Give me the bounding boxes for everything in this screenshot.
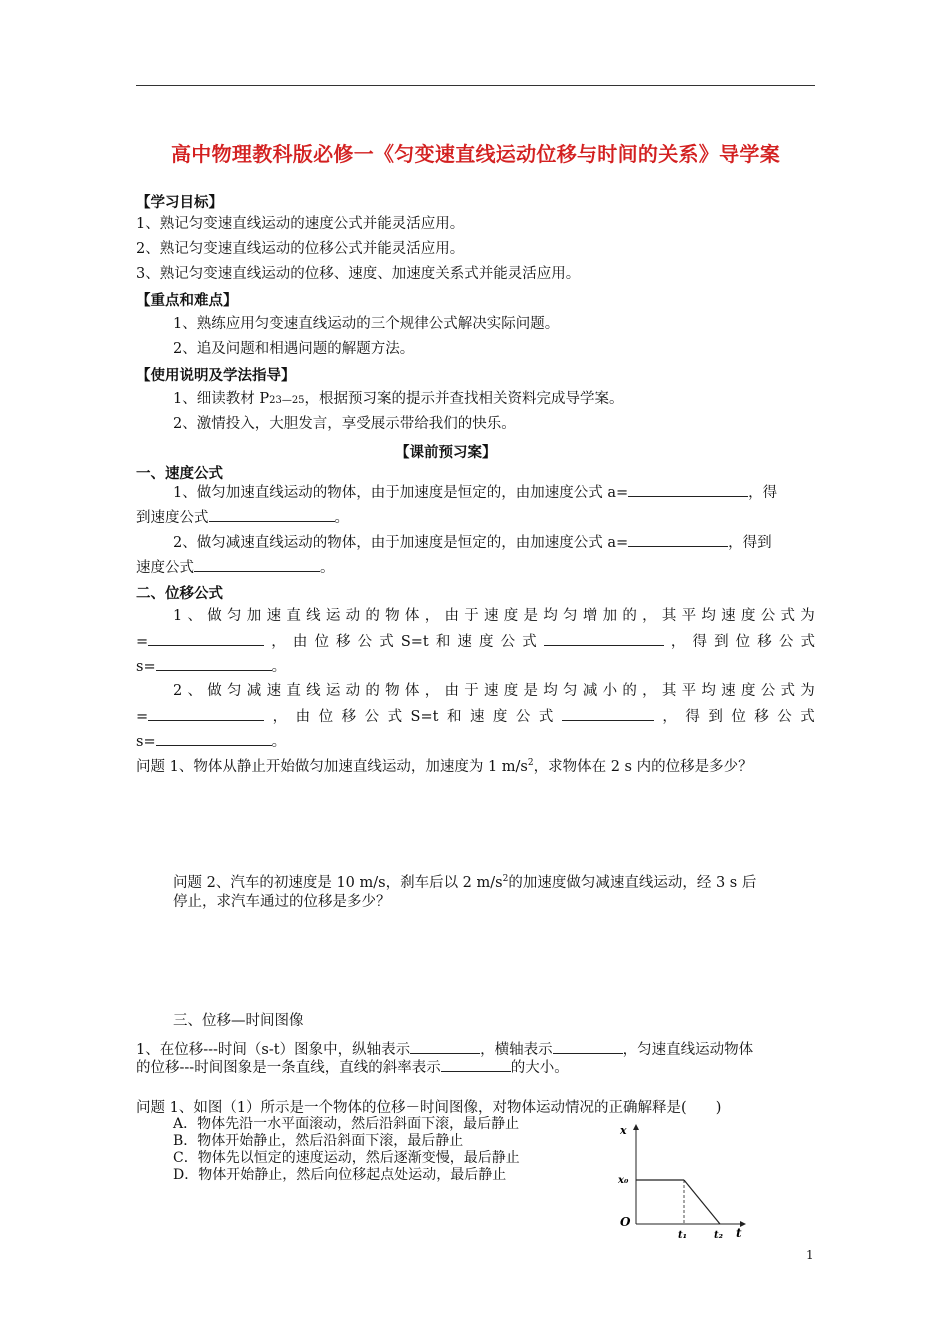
char: 由	[444, 608, 459, 624]
question-graph-stem: 问题 1、如图（1）所示是一个物体的位移－时间图像，对物体运动情况的正确解释是( )	[136, 1100, 722, 1116]
keypoint-item: 1、熟练应用匀变速直线运动的三个规律公式解决实际问题。	[173, 316, 560, 332]
char: 式	[800, 709, 815, 725]
char: 2	[173, 683, 183, 699]
char: 由	[292, 634, 308, 650]
char: 其	[661, 683, 677, 699]
char: 由	[295, 709, 311, 725]
char: 速	[457, 634, 472, 650]
char: 移	[341, 709, 357, 725]
char: ，	[662, 709, 677, 725]
section1-p1-line2	[136, 507, 349, 528]
char: 位	[735, 634, 751, 650]
text: 。	[271, 734, 287, 750]
keypoint-item: 2、追及问题和相遇问题的解题方法。	[173, 341, 415, 357]
char: 速	[483, 608, 499, 624]
answer-blank[interactable]	[544, 631, 664, 646]
answer-blank[interactable]	[562, 706, 654, 721]
text: 问题 2、汽车的初速度是 10 m/s，刹车后以 2 m/s	[173, 875, 503, 891]
char: 速	[266, 608, 282, 624]
char: 和	[435, 634, 451, 650]
answer-blank[interactable]	[441, 1057, 511, 1072]
char: 到	[714, 634, 729, 650]
text: 的位移---时间图象是一条直线，直线的斜率表示	[136, 1060, 441, 1076]
usage-page-range: 23—25	[269, 395, 305, 406]
char: 加	[602, 608, 618, 624]
option-d[interactable]: D．物体开始静止，然后向位移起点处运动，最后静止	[173, 1167, 507, 1183]
char: 度	[492, 709, 508, 725]
text: ，匀速直线运动物体	[622, 1042, 754, 1058]
char: 于	[464, 683, 479, 699]
usage-item1-post: ，根据预习案的提示并查找相关资料完成导学案。	[304, 391, 624, 407]
question-1	[136, 757, 753, 777]
char: ，	[272, 709, 288, 725]
char: 直	[286, 683, 301, 699]
char: 是	[523, 683, 539, 699]
answer-blank[interactable]	[410, 1039, 480, 1054]
header-rule	[136, 85, 815, 86]
text: =	[136, 709, 149, 725]
char: 公	[500, 634, 516, 650]
char: 加	[246, 608, 262, 624]
answer-blank[interactable]	[194, 557, 320, 572]
x0-label: x₀	[618, 1175, 629, 1186]
char: 速	[721, 683, 736, 699]
question-2-line2: 停止，求汽车通过的位移是多少？	[173, 894, 391, 910]
char: 直	[286, 608, 301, 624]
x-axis-label: t	[736, 1226, 742, 1240]
section2-p2-line1	[173, 681, 815, 701]
char: 为	[800, 608, 815, 624]
char: 式	[387, 709, 403, 725]
text: 的加速度做匀减速直线运动，经 3 s 后	[508, 875, 757, 891]
char: 度	[740, 608, 756, 624]
page-number: 1	[806, 1248, 814, 1262]
graph-sloped-segment	[684, 1180, 720, 1224]
superscript: 2	[527, 758, 534, 769]
char: 度	[740, 683, 756, 699]
question-2-line1	[173, 873, 756, 893]
char: 式	[780, 608, 795, 624]
char: 度	[503, 608, 519, 624]
section2-p1-line3	[136, 656, 286, 677]
text: 到速度公式	[136, 510, 209, 526]
char: 匀	[227, 683, 242, 699]
char: 减	[582, 683, 598, 699]
text: 1、做匀加速直线运动的物体，由于加速度是恒定的，由加速度公式 a=	[173, 485, 629, 501]
char: 其	[661, 608, 677, 624]
t1-label: t₁	[678, 1230, 687, 1240]
answer-blank[interactable]	[156, 656, 272, 671]
char: 、	[187, 608, 202, 624]
goals-heading: 【学习目标】	[136, 195, 223, 211]
char: 均	[543, 683, 558, 699]
text: 。	[271, 659, 287, 675]
answer-blank[interactable]	[148, 706, 264, 721]
text: 速度公式	[136, 560, 194, 576]
char: 的	[365, 608, 380, 624]
char: 公	[760, 683, 776, 699]
char: 得	[685, 709, 700, 725]
char: 做	[207, 683, 222, 699]
char: 由	[444, 683, 459, 699]
char: 运	[325, 683, 341, 699]
char: 增	[582, 608, 598, 624]
answer-blank[interactable]	[628, 532, 728, 547]
char: 是	[523, 608, 539, 624]
char: 于	[464, 608, 479, 624]
char: 均	[701, 683, 716, 699]
char: 位	[314, 634, 329, 650]
section1-p2-line2	[136, 557, 335, 578]
option-c[interactable]: C．物体先以恒定的速度运动，然后逐渐变慢，最后静止	[173, 1150, 520, 1166]
char: 为	[800, 683, 815, 699]
section2-p1-line1	[173, 606, 815, 626]
char: 度	[479, 634, 494, 650]
char: 式	[379, 634, 394, 650]
char: 匀	[227, 608, 242, 624]
char: 速	[721, 608, 736, 624]
char: 平	[681, 683, 697, 699]
answer-blank[interactable]	[156, 731, 272, 746]
char: 匀	[563, 608, 578, 624]
char: 均	[701, 608, 716, 624]
char: 做	[207, 608, 222, 624]
section1-p1-line1	[173, 482, 777, 503]
section1-heading: 一、速度公式	[136, 466, 223, 482]
char: ，	[670, 634, 686, 650]
text: 2、做匀减速直线运动的物体，由于加速度是恒定的，由加速度公式 a=	[173, 535, 629, 551]
text: S=t	[400, 634, 429, 650]
char: 运	[325, 608, 341, 624]
char: 式	[522, 634, 537, 650]
char: 均	[543, 608, 558, 624]
text: 问题 1、物体从静止开始做匀加速直线运动，加速度为 1 m/s	[136, 759, 528, 775]
char: 式	[538, 709, 554, 725]
char: 得	[692, 634, 707, 650]
text: s=	[136, 734, 156, 750]
goal-item: 1、熟记匀变速直线运动的速度公式并能灵活应用。	[136, 216, 465, 232]
t2-label: t₂	[714, 1230, 723, 1240]
char: 的	[365, 683, 380, 699]
char: 移	[757, 634, 772, 650]
section1-p2-line1	[173, 532, 772, 553]
char: 、	[187, 683, 202, 699]
char: 动	[345, 683, 361, 699]
char: 线	[306, 608, 321, 624]
char: 公	[515, 709, 531, 725]
text: 。	[320, 560, 335, 576]
answer-blank[interactable]	[628, 482, 748, 497]
y-axis-arrow	[633, 1124, 639, 1130]
section3-line2	[136, 1057, 569, 1078]
char: 物	[385, 608, 400, 624]
char: 减	[246, 683, 262, 699]
y-axis-label: x	[620, 1124, 627, 1137]
answer-blank[interactable]	[148, 631, 264, 646]
section3-heading: 三、位移—时间图像	[173, 1013, 304, 1029]
char: 1	[173, 608, 183, 624]
char: 线	[306, 683, 321, 699]
text: =	[136, 634, 149, 650]
option-a[interactable]: A．物体先沿一水平面滚动，然后沿斜面下滚，最后静止	[173, 1116, 520, 1132]
char: 公	[760, 608, 776, 624]
char: ，	[642, 683, 657, 699]
char: 小	[602, 683, 618, 699]
char: 移	[336, 634, 351, 650]
section2-p2-line3	[136, 731, 286, 752]
origin-label: O	[620, 1215, 631, 1229]
char: 公	[778, 634, 794, 650]
char: 匀	[563, 683, 578, 699]
char: 式	[780, 683, 795, 699]
char: 公	[357, 634, 373, 650]
char: ，	[642, 608, 657, 624]
goal-item: 2、熟记匀变速直线运动的位移公式并能灵活应用。	[136, 241, 465, 257]
text: ，得	[748, 485, 778, 501]
char: ，	[271, 634, 286, 650]
text: S=t	[410, 709, 439, 725]
preview-heading: 【课前预习案】	[395, 445, 497, 461]
char: ，	[424, 683, 440, 699]
text: 。	[334, 510, 349, 526]
text: 1、在位移---时间（s-t）图象中，纵轴表示	[136, 1042, 411, 1058]
char: 的	[622, 683, 637, 699]
char: 速	[469, 709, 485, 725]
char: 动	[345, 608, 361, 624]
char: 式	[800, 634, 815, 650]
option-b[interactable]: B．物体开始静止，然后沿斜面下滚，最后静止	[173, 1133, 464, 1149]
section2-heading: 二、位移公式	[136, 586, 223, 602]
char: 位	[318, 709, 334, 725]
text: ，求物体在 2 s 内的位移是多少？	[533, 759, 753, 775]
char: 体	[404, 683, 420, 699]
char: 和	[446, 709, 462, 725]
char: 到	[708, 709, 723, 725]
char: 速	[266, 683, 282, 699]
superscript: 2	[502, 874, 509, 885]
char: 位	[731, 709, 746, 725]
displacement-time-graph	[612, 1116, 752, 1240]
answer-blank[interactable]	[553, 1039, 623, 1054]
text: 的大小。	[510, 1060, 569, 1076]
usage-item: 2、激情投入，大胆发言，享受展示带给我们的快乐。	[173, 416, 516, 432]
char: 度	[503, 683, 519, 699]
char: ，	[424, 608, 440, 624]
usage-item1-pre: 1、细读教材 P	[173, 391, 270, 407]
char: 公	[364, 709, 380, 725]
section2-p2-line2	[136, 706, 815, 727]
char: 速	[483, 683, 499, 699]
text: s=	[136, 659, 156, 675]
char: 平	[681, 608, 697, 624]
page-title: 高中物理教科版必修一《匀变速直线运动位移与时间的关系》导学案	[171, 142, 780, 166]
char: 体	[404, 608, 420, 624]
usage-heading: 【使用说明及学法指导】	[136, 368, 296, 384]
section2-p1-line2	[136, 631, 815, 652]
usage-item	[173, 389, 624, 411]
char: 物	[385, 683, 400, 699]
goal-item: 3、熟记匀变速直线运动的位移、速度、加速度关系式并能灵活应用。	[136, 266, 581, 282]
text: ，得到	[728, 535, 772, 551]
char: 公	[777, 709, 792, 725]
answer-blank[interactable]	[209, 507, 335, 522]
keypoints-heading: 【重点和难点】	[136, 293, 238, 309]
text: ，横轴表示	[480, 1042, 553, 1058]
char: 的	[622, 608, 637, 624]
char: 移	[754, 709, 769, 725]
